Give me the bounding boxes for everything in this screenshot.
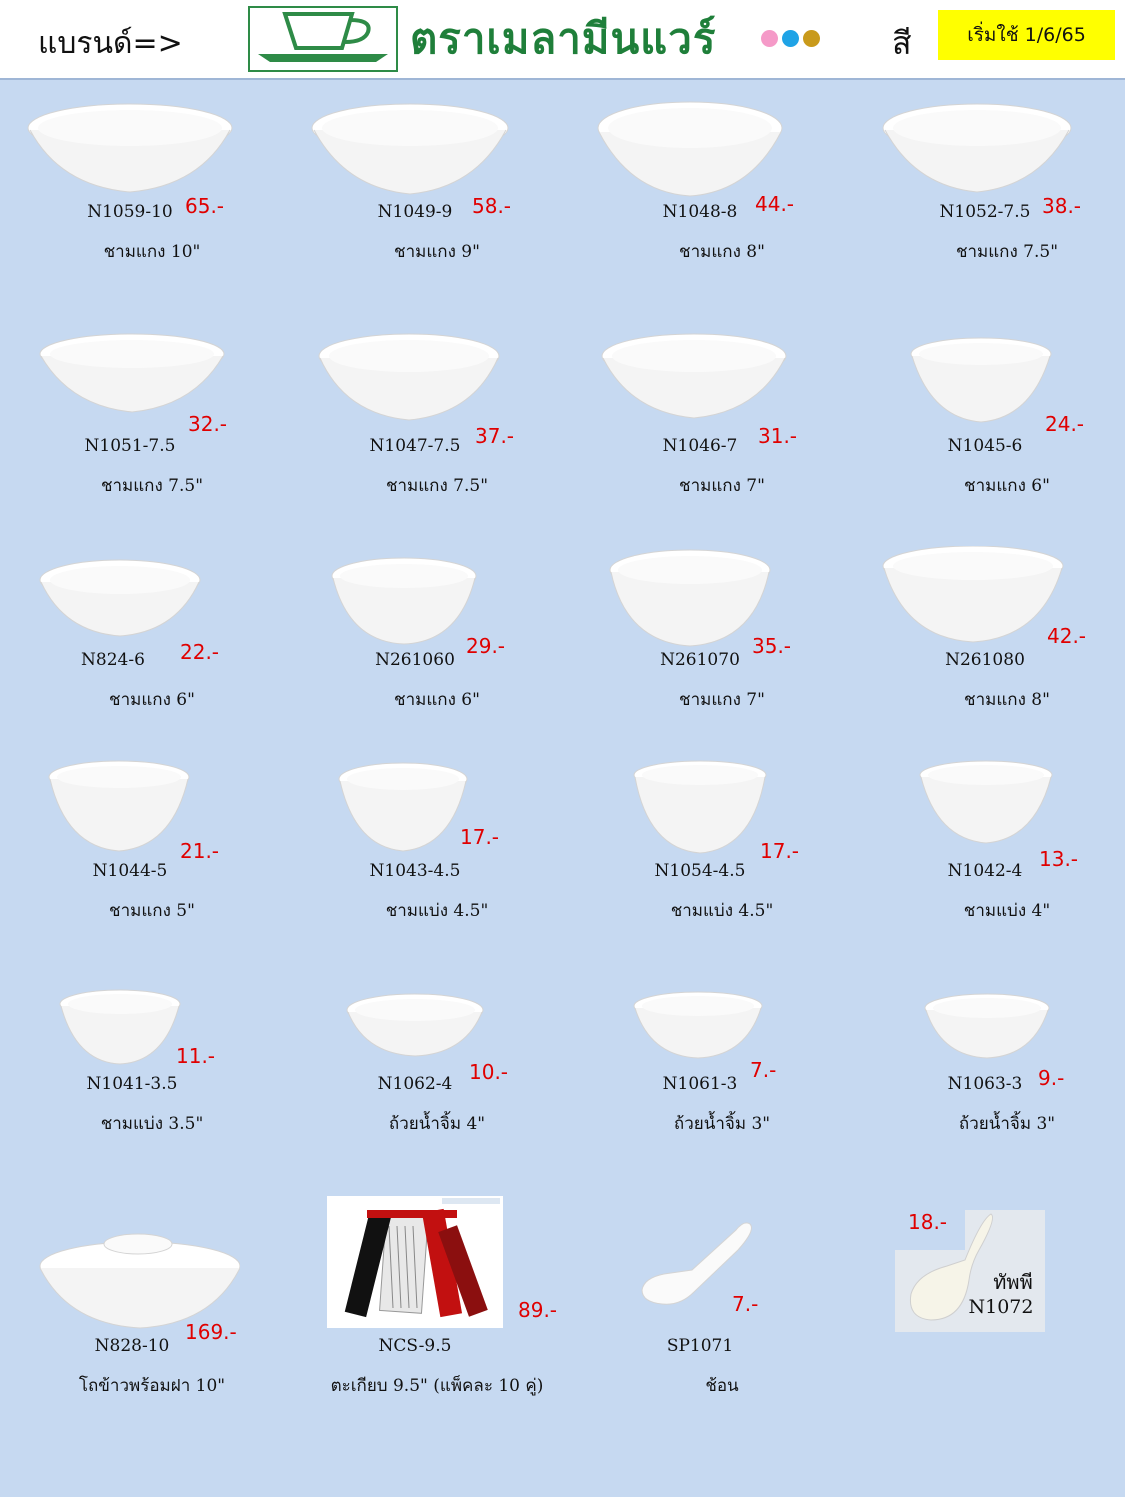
product-name: ถ้วยน้ำจิ้ม 3" (958, 1114, 1056, 1134)
product-name: ชามแกง 6" (394, 690, 480, 710)
product-name: ชามแกง 8" (964, 690, 1050, 710)
product-price: 42.- (1047, 624, 1087, 648)
product-name: ชามแกง 7.5" (955, 242, 1059, 262)
product-price: 7.- (732, 1292, 759, 1316)
product-item (305, 546, 585, 726)
product-item (20, 970, 300, 1150)
product-item (590, 98, 870, 278)
product-code: N1044-5 (92, 861, 168, 881)
product-price: 18.- (908, 1210, 948, 1234)
product-code: N1054-4.5 (654, 861, 746, 881)
covered-bowl-icon (20, 1232, 240, 1332)
product-code: N824-6 (81, 650, 145, 670)
product-item (305, 98, 585, 278)
product-price: 89.- (518, 1298, 558, 1322)
product-name: ถ้วยน้ำจิ้ม 3" (673, 1114, 771, 1134)
product-item (305, 332, 585, 512)
cup-logo-icon (248, 6, 398, 72)
product-price: 17.- (460, 825, 500, 849)
color-dot-pink (761, 30, 778, 47)
product-item (875, 970, 1125, 1150)
product-code: N828-10 (94, 1336, 170, 1356)
product-price: 22.- (180, 640, 220, 664)
product-price: 10.- (469, 1060, 509, 1084)
product-name: ชามแบ่ง 4.5" (670, 901, 774, 921)
product-code: N1059-10 (87, 202, 173, 222)
product-code: N1061-3 (662, 1074, 738, 1094)
product-code: N1043-4.5 (369, 861, 461, 881)
product-name: ชามแกง 7.5" (385, 476, 489, 496)
product-code: N1045-6 (947, 436, 1023, 456)
product-item (875, 98, 1125, 278)
product-price: 17.- (760, 839, 800, 863)
product-code: N1046-7 (662, 436, 738, 456)
bowl-icon (875, 757, 1095, 857)
product-item (590, 332, 870, 512)
product-item (305, 970, 585, 1150)
product-item (305, 1232, 585, 1412)
product-item (20, 546, 300, 726)
product-code: SP1071 (666, 1336, 734, 1356)
product-item (20, 1232, 300, 1412)
product-item (590, 546, 870, 726)
product-name: ชามแบ่ง 3.5" (100, 1114, 204, 1134)
bowl-icon (20, 546, 240, 646)
product-item (875, 332, 1125, 512)
product-item (20, 98, 300, 278)
product-code: N261080 (945, 650, 1025, 670)
product-code: N1062-4 (377, 1074, 453, 1094)
color-dot-gold (803, 30, 820, 47)
chopsticks-pack-icon (327, 1196, 527, 1328)
product-name: ชามแกง 8" (679, 242, 765, 262)
bowl-icon (590, 332, 810, 432)
product-price: 169.- (185, 1320, 237, 1344)
header-divider (0, 78, 1125, 80)
product-price: 37.- (475, 424, 515, 448)
product-code: N1052-7.5 (939, 202, 1031, 222)
product-item (895, 1210, 1045, 1332)
color-dot-blue (782, 30, 799, 47)
product-price: 32.- (188, 412, 228, 436)
product-price: 24.- (1045, 412, 1085, 436)
product-item (20, 332, 300, 512)
product-item (875, 757, 1125, 937)
product-price: 31.- (758, 424, 798, 448)
product-price: 65.- (185, 194, 225, 218)
product-name: ชามแกง 9" (394, 242, 480, 262)
product-price: 44.- (755, 192, 795, 216)
color-dot-white (740, 30, 757, 47)
product-code: N1051-7.5 (84, 436, 176, 456)
brand-label: แบรนด์=> (38, 26, 183, 61)
product-item (305, 757, 585, 937)
product-code: N1048-8 (662, 202, 738, 222)
product-name: ชามแกง 6" (964, 476, 1050, 496)
product-item (590, 1232, 870, 1412)
product-item (875, 546, 1125, 726)
product-price: 7.- (750, 1058, 777, 1082)
bowl-icon (305, 970, 525, 1070)
product-code: NCS-9.5 (378, 1336, 452, 1356)
bowl-icon (305, 98, 525, 208)
product-name: ชามแกง 6" (109, 690, 195, 710)
color-options (740, 30, 820, 47)
product-item (20, 757, 300, 937)
product-price: 35.- (752, 634, 792, 658)
bowl-icon (305, 332, 525, 432)
product-code: N261070 (660, 650, 740, 670)
product-name: ถ้วยน้ำจิ้ม 4" (388, 1114, 486, 1134)
product-price: 9.- (1038, 1066, 1065, 1090)
product-item (590, 757, 870, 937)
product-name: ช้อน (705, 1376, 739, 1396)
effective-date-badge: เริ่มใช้ 1/6/65 (938, 10, 1115, 60)
product-name: โถข้าวพร้อมฝา 10" (78, 1376, 226, 1396)
product-name: ชามแกง 7" (679, 476, 765, 496)
product-name: ชามแบ่ง 4" (963, 901, 1051, 921)
product-name: ตะเกียบ 9.5" (แพ็คละ 10 คู่) (330, 1376, 544, 1396)
product-code: N261060 (375, 650, 455, 670)
bowl-icon (875, 98, 1095, 208)
product-price: 58.- (472, 194, 512, 218)
product-price: 38.- (1042, 194, 1082, 218)
product-code: N1042-4 (947, 861, 1023, 881)
bowl-icon (875, 970, 1095, 1070)
product-name: ชามแกง 7" (679, 690, 765, 710)
color-label: สี (892, 24, 912, 62)
product-price: 21.- (180, 839, 220, 863)
product-name: ชามแกง 7.5" (100, 476, 204, 496)
product-item (590, 970, 870, 1150)
product-name: ชามแกง 5" (109, 901, 195, 921)
product-code: N1047-7.5 (369, 436, 461, 456)
bowl-icon (20, 98, 240, 208)
product-price: 11.- (176, 1044, 216, 1068)
product-name: ชามแกง 10" (103, 242, 201, 262)
product-code: N1041-3.5 (86, 1074, 178, 1094)
product-name: ทัพพี (993, 1270, 1033, 1294)
product-price: 29.- (466, 634, 506, 658)
product-code: N1072 (968, 1296, 1034, 1318)
product-code: N1063-3 (947, 1074, 1023, 1094)
product-name: ชามแบ่ง 4.5" (385, 901, 489, 921)
product-code: N1049-9 (377, 202, 453, 222)
bowl-icon (590, 970, 810, 1070)
brand-name: ตราเมลามีนแวร์ (410, 14, 717, 63)
product-price: 13.- (1039, 847, 1079, 871)
spoon-icon (590, 1218, 810, 1318)
